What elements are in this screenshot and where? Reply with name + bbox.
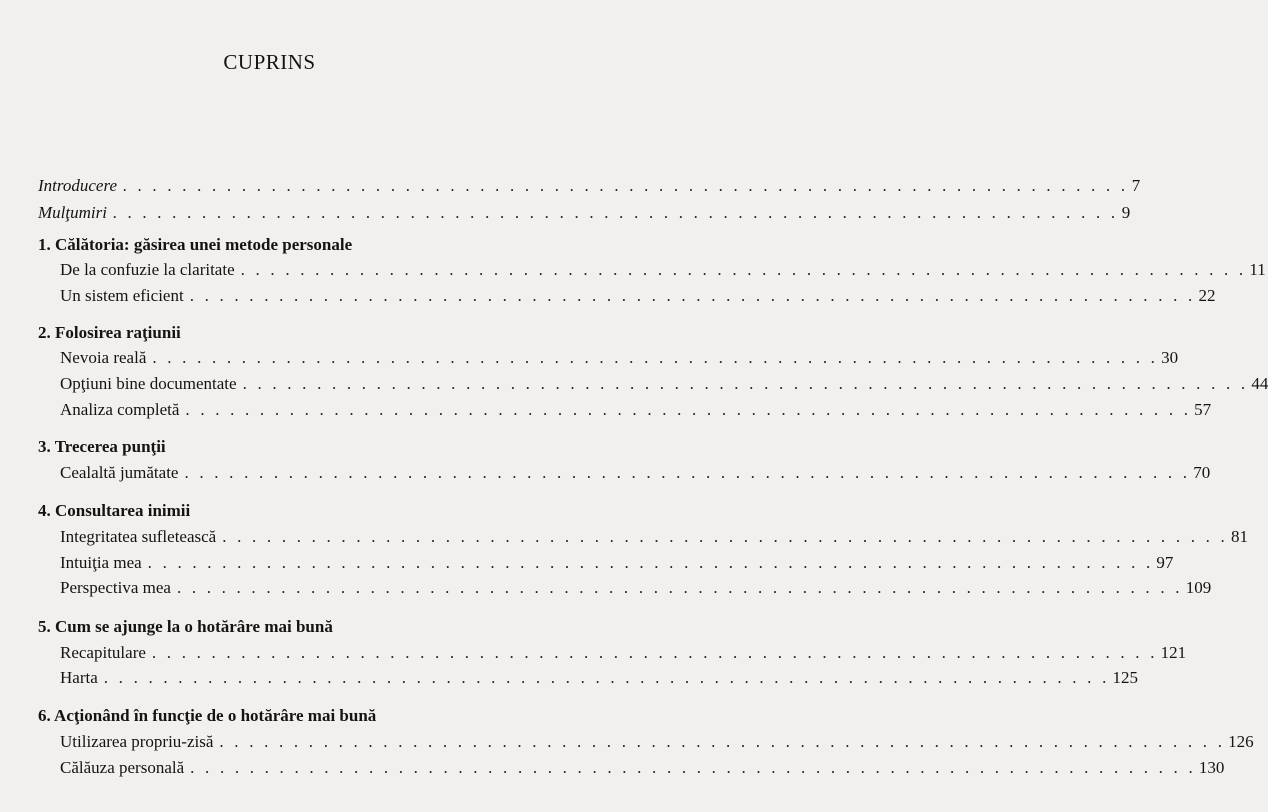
toc-entry-label: Recapitulare bbox=[60, 643, 146, 662]
chapter-heading-6: 6. Acţionând în funcţie de o hotărâre mai bună bbox=[38, 706, 377, 725]
toc-page-number: 44 bbox=[1251, 374, 1268, 393]
page-title: CUPRINS bbox=[223, 50, 316, 74]
toc-entry-label: Un sistem eficient bbox=[60, 286, 184, 305]
toc-entry bbox=[60, 398, 1212, 422]
chapter-heading-3: 3. Trecerea punţii bbox=[38, 437, 166, 456]
toc-entry-label: Analiza completă bbox=[60, 400, 180, 419]
toc-page-number: 121 bbox=[1160, 643, 1187, 662]
toc-entry-label: Cealaltă jumătate bbox=[60, 463, 179, 482]
toc-entry-multumiri bbox=[38, 201, 1131, 225]
toc-leader-dots: . . . . . . . . . . . . . . . . . . . . . . . . . . . . . . . . . . . . . . . . . . . . . . . . . . . . . . . . . . . . . . . . . . . . bbox=[151, 643, 1158, 662]
toc-leader-dots: . . . . . . . . . . . . . . . . . . . . . . . . . . . . . . . . . . . . . . . . . . . . . . . . . . . . . . . . . . . . . . . . . . . . bbox=[152, 348, 1159, 367]
toc-entry-label: Integritatea sufletească bbox=[60, 527, 217, 546]
toc-entry bbox=[60, 641, 1187, 665]
toc-leader-dots: . . . . . . . . . . . . . . . . . . . . . . . . . . . . . . . . . . . . . . . . . . . . . . . . . . . . . . . . . . . . . . . . . . . . bbox=[219, 732, 1226, 751]
toc-entry bbox=[60, 730, 1254, 754]
toc-leader-dots: . . . . . . . . . . . . . . . . . . . . . . . . . . . . . . . . . . . . . . . . . . . . . . . . . . . . . . . . . . . . . . . . . . . . bbox=[147, 553, 1154, 572]
toc-leader-dots: . . . . . . . . . . . . . . . . . . . . . . . . . . . . . . . . . . . . . . . . . . . . . . . . . . . . . . . . . . . . . . . . . . . . bbox=[190, 758, 1196, 777]
toc-entry-label: Harta bbox=[60, 668, 98, 687]
chapter-heading-4: 4. Consultarea inimii bbox=[38, 501, 191, 520]
toc-entry bbox=[60, 756, 1225, 780]
toc-entry bbox=[60, 525, 1248, 549]
toc-leader-dots: . . . . . . . . . . . . . . . . . . . . . . . . . . . . . . . . . . . . . . . . . . . . . . . . . . . . . . . . . . . . . . . . . . . . bbox=[112, 203, 1119, 222]
toc-entry bbox=[60, 284, 1216, 308]
toc-entry-label: Perspectiva mea bbox=[60, 578, 171, 597]
toc-page-number: 109 bbox=[1185, 578, 1212, 597]
chapter-heading-1: 1. Călătoria: găsirea unei metode personale bbox=[38, 235, 353, 254]
toc-leader-dots: . . . . . . . . . . . . . . . . . . . . . . . . . . . . . . . . . . . . . . . . . . . . . . . . . . . . . . . . . . . . . . . . . . . . bbox=[189, 286, 1196, 305]
toc-leader-dots: . . . . . . . . . . . . . . . . . . . . . . . . . . . . . . . . . . . . . . . . . . . . . . . . . . . . . . . . . . . . . . . . . . . . bbox=[123, 176, 1129, 195]
toc-entry-label: Opţiuni bine documentate bbox=[60, 374, 237, 393]
chapter-heading-5: 5. Cum se ajunge la o hotărâre mai bună bbox=[38, 617, 333, 636]
toc-page-number: 57 bbox=[1194, 400, 1212, 419]
toc-entry-label: Intuiţia mea bbox=[60, 553, 142, 572]
chapter-heading-2: 2. Folosirea raţiunii bbox=[38, 323, 181, 342]
toc-page-number: 130 bbox=[1198, 758, 1225, 777]
toc-entry bbox=[60, 461, 1211, 485]
toc-entry-label: Utilizarea propriu-zisă bbox=[60, 732, 214, 751]
toc-entry-label: Introducere bbox=[38, 176, 117, 195]
toc-page-number: 125 bbox=[1112, 668, 1139, 687]
toc-entry bbox=[60, 576, 1212, 600]
toc-page-number: 70 bbox=[1193, 463, 1211, 482]
toc-page-number: 30 bbox=[1161, 348, 1179, 367]
toc-leader-dots: . . . . . . . . . . . . . . . . . . . . . . . . . . . . . . . . . . . . . . . . . . . . . . . . . . . . . . . . . . . . . . . . . . . . bbox=[222, 527, 1228, 546]
toc-entry-label: De la confuzie la claritate bbox=[60, 260, 235, 279]
toc-page-number: 7 bbox=[1131, 176, 1141, 195]
toc-leader-dots: . . . . . . . . . . . . . . . . . . . . . . . . . . . . . . . . . . . . . . . . . . . . . . . . . . . . . . . . . . . . . . . . . . . . bbox=[185, 400, 1192, 419]
toc-page-number: 9 bbox=[1121, 203, 1131, 222]
toc-page-number: 97 bbox=[1156, 553, 1174, 572]
toc-page-number: 81 bbox=[1230, 527, 1248, 546]
toc-entry bbox=[60, 372, 1268, 396]
toc-entry bbox=[60, 666, 1139, 690]
toc-page-number: 11 bbox=[1249, 260, 1266, 279]
toc-leader-dots: . . . . . . . . . . . . . . . . . . . . . . . . . . . . . . . . . . . . . . . . . . . . . . . . . . . . . . . . . . . . . . . . . . . . bbox=[184, 463, 1191, 482]
toc-entry bbox=[60, 346, 1179, 370]
toc-entry-label: Călăuza personală bbox=[60, 758, 185, 777]
toc-entry bbox=[60, 258, 1266, 282]
toc-leader-dots: . . . . . . . . . . . . . . . . . . . . . . . . . . . . . . . . . . . . . . . . . . . . . . . . . . . . . . . . . . . . . . . . . . . . bbox=[240, 260, 1247, 279]
toc-leader-dots: . . . . . . . . . . . . . . . . . . . . . . . . . . . . . . . . . . . . . . . . . . . . . . . . . . . . . . . . . . . . . . . . . . . . bbox=[242, 374, 1249, 393]
toc-page-number: 22 bbox=[1198, 286, 1216, 305]
toc-entry-label: Mulţumiri bbox=[38, 203, 107, 222]
toc-entry bbox=[60, 551, 1174, 575]
toc-leader-dots: . . . . . . . . . . . . . . . . . . . . . . . . . . . . . . . . . . . . . . . . . . . . . . . . . . . . . . . . . . . . . . . . . . . . bbox=[103, 668, 1110, 687]
toc-page-number: 126 bbox=[1228, 732, 1254, 751]
toc-entry-introducere bbox=[38, 174, 1141, 198]
toc-entry-label: Nevoia reală bbox=[60, 348, 147, 367]
toc-leader-dots: . . . . . . . . . . . . . . . . . . . . . . . . . . . . . . . . . . . . . . . . . . . . . . . . . . . . . . . . . . . . . . . . . . . . bbox=[176, 578, 1183, 597]
